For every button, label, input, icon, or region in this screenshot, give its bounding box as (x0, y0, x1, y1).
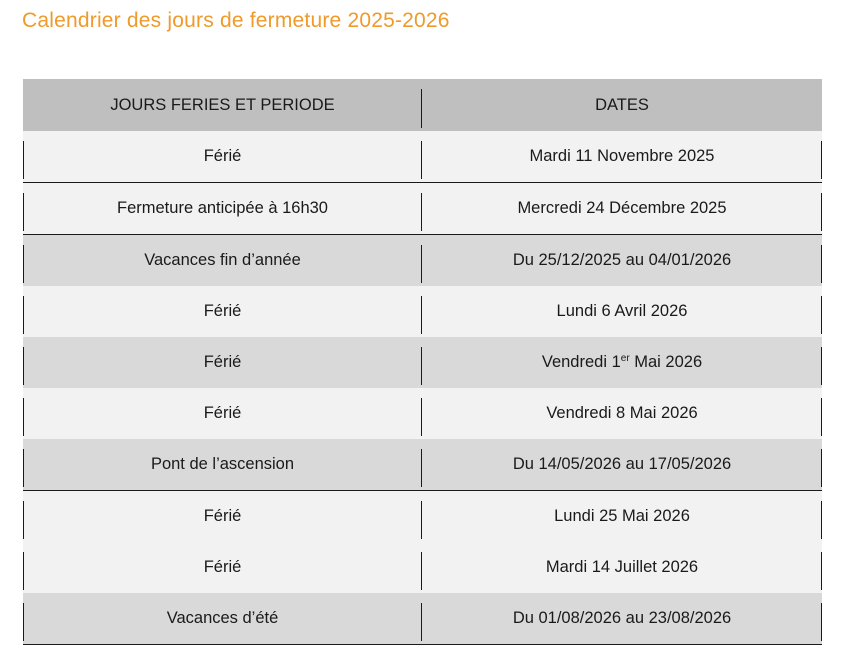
table-row (23, 286, 822, 337)
period-label: Pont de l’ascension (150, 455, 295, 473)
period-cell (23, 183, 422, 235)
period-cell (23, 542, 422, 593)
table-row (23, 131, 822, 183)
table-row (23, 235, 822, 287)
header-period (23, 79, 422, 131)
date-label: Mercredi 24 Décembre 2025 (517, 199, 727, 217)
date-label: Mardi 14 Juillet 2026 (545, 558, 699, 576)
period-label: Férié (203, 404, 242, 422)
date-label: Vendredi 8 Mai 2026 (546, 404, 698, 422)
period-cell (23, 388, 422, 439)
period-cell (23, 286, 422, 337)
period-label: Férié (203, 147, 242, 165)
date-cell (422, 183, 822, 235)
table-row (23, 491, 822, 543)
date-cell (422, 542, 822, 593)
date-cell (422, 439, 822, 491)
date-label (542, 353, 702, 372)
table-row (23, 593, 822, 645)
date-cell (422, 388, 822, 439)
date-cell (422, 491, 822, 543)
period-cell (23, 439, 422, 491)
date-text-suffix: Mai 2026 (629, 353, 703, 371)
period-label: Vacances fin d’année (144, 251, 301, 269)
table-row (23, 439, 822, 491)
period-label: Vacances d’été (166, 609, 279, 627)
period-cell (23, 491, 422, 543)
period-cell (23, 235, 422, 287)
period-label: Férié (203, 507, 242, 525)
table-row (23, 183, 822, 235)
date-cell (422, 286, 822, 337)
closure-calendar-table (23, 79, 822, 645)
period-label: Férié (203, 353, 242, 371)
table-row (23, 542, 822, 593)
period-cell (23, 593, 422, 645)
date-label: Du 01/08/2026 au 23/08/2026 (512, 609, 732, 627)
page-title: Calendrier des jours de fermeture 2025-2026 (22, 9, 450, 32)
date-label: Lundi 6 Avril 2026 (556, 302, 688, 320)
date-ordinal-suffix: er (620, 353, 630, 364)
date-text-prefix: Vendredi 1 (541, 353, 621, 371)
table-header-row (23, 79, 822, 131)
period-cell (23, 131, 422, 183)
table-row (23, 388, 822, 439)
date-cell (422, 337, 822, 388)
date-cell (422, 131, 822, 183)
period-cell (23, 337, 422, 388)
date-cell (422, 235, 822, 287)
date-label: Du 25/12/2025 au 04/01/2026 (512, 251, 732, 269)
header-period-label: JOURS FERIES ET PERIODE (110, 95, 335, 114)
table-row (23, 337, 822, 388)
header-dates (422, 79, 822, 131)
header-dates-label: DATES (595, 95, 649, 114)
date-label: Mardi 11 Novembre 2025 (529, 147, 715, 165)
period-label: Férié (203, 558, 242, 576)
period-label: Férié (203, 302, 242, 320)
period-label: Fermeture anticipée à 16h30 (117, 199, 328, 217)
date-cell (422, 593, 822, 645)
date-label: Du 14/05/2026 au 17/05/2026 (512, 455, 732, 473)
date-label: Lundi 25 Mai 2026 (554, 507, 690, 525)
